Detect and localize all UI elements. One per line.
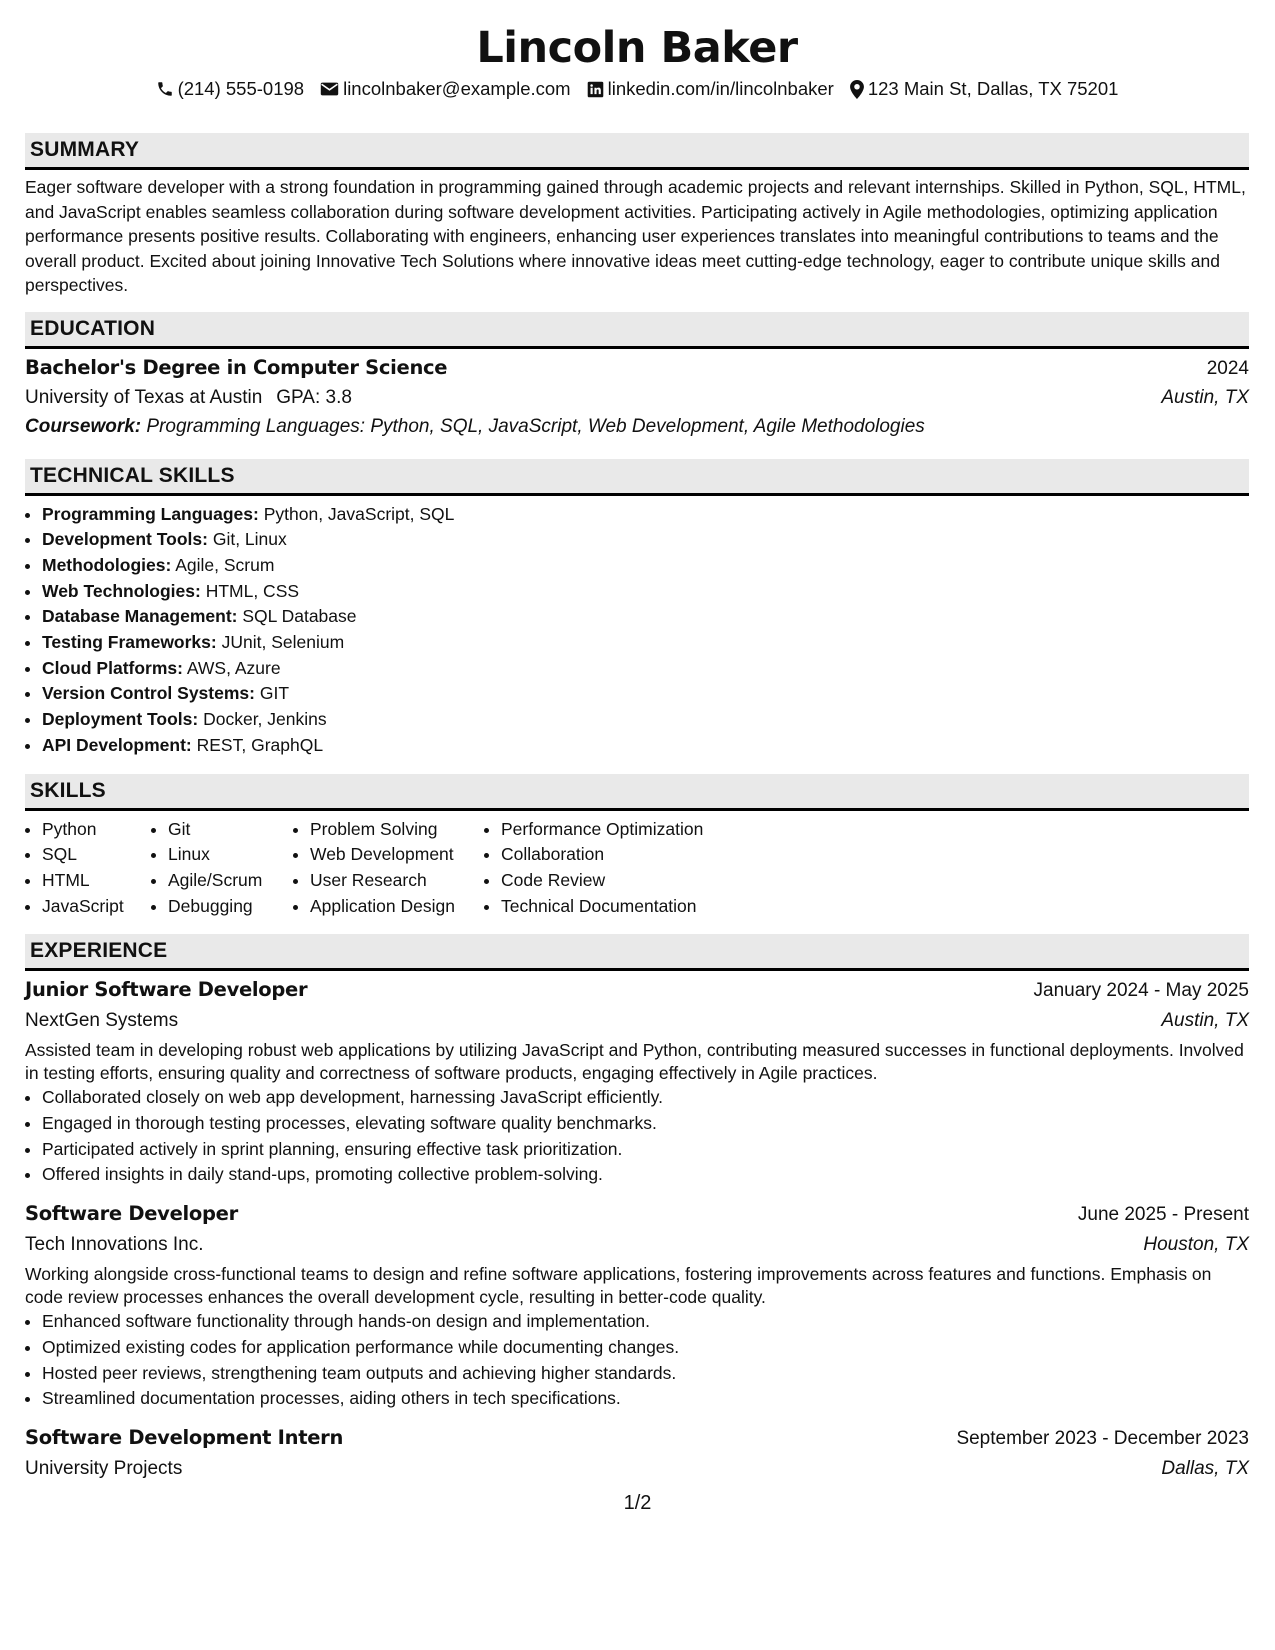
school-location: Austin, TX	[1161, 386, 1249, 408]
page-number: 1/2	[623, 1492, 652, 1514]
school-line	[25, 383, 352, 412]
phone-text: (214) 555-0198	[177, 78, 305, 99]
company-name: University Projects	[25, 1457, 183, 1479]
skills-column-1	[25, 817, 151, 920]
contact-address	[850, 76, 1119, 102]
job-dates: June 2025 - Present	[1077, 1204, 1249, 1226]
list-item: • Offered insights in daily stand-ups, promoting collective problem-solving.	[42, 1162, 1249, 1188]
contact-phone	[156, 76, 305, 102]
job-dates: September 2023 - December 2023	[956, 1427, 1249, 1449]
coursework-line	[25, 412, 1249, 441]
list-item: • SQL	[42, 842, 151, 868]
job-location: Austin, TX	[1161, 1010, 1249, 1032]
linkedin-icon	[587, 81, 604, 98]
school-name: University of Texas at Austin	[25, 386, 263, 408]
list-item: • Testing Frameworks: JUnit, Selenium	[42, 630, 1249, 656]
graduation-year: 2024	[1206, 357, 1249, 379]
experience-entry	[25, 1423, 1249, 1484]
job-description: Working alongside cross-functional teams to design and refine software applications, fostering improvements across features and functions. Emphasis on code review processes enhances the overall development cycle, resulting in better-code quality.	[25, 1264, 1212, 1308]
list-item: • Database Management: SQL Database	[42, 604, 1249, 630]
map-pin-icon	[850, 80, 864, 99]
candidate-name: Lincoln Baker	[476, 23, 798, 73]
list-item: • User Research	[310, 868, 484, 894]
list-item: • Code Review	[501, 868, 703, 894]
technical-skills-list	[25, 502, 1249, 759]
email-text: lincolnbaker@example.com	[343, 78, 571, 99]
job-title: Junior Software Developer	[25, 978, 308, 1002]
section-header-experience: EXPERIENCE	[25, 934, 1249, 971]
list-item: • Streamlined documentation processes, aiding others in tech specifications.	[42, 1386, 1249, 1412]
skills-column-3	[293, 817, 484, 920]
list-item: • Agile/Scrum	[168, 868, 293, 894]
job-description: Assisted team in developing robust web applications by utilizing JavaScript and Python, contributing measured successes in functional deployments. Involved in testing efforts, ensuring quality and correctness of software products, engaging effectively in Agile practices.	[25, 1040, 1244, 1084]
section-header-summary: SUMMARY	[25, 133, 1249, 170]
list-item: • Git	[168, 817, 293, 843]
list-item: • Hosted peer reviews, strengthening team outputs and achieving higher standards.	[42, 1361, 1249, 1387]
section-header-technical-skills: TECHNICAL SKILLS	[25, 459, 1249, 496]
skills-column-2	[151, 817, 293, 920]
contact-bar	[25, 76, 1249, 102]
list-item: • Participated actively in sprint planning, ensuring effective task prioritization.	[42, 1137, 1249, 1163]
address-text: 123 Main St, Dallas, TX 75201	[867, 78, 1119, 99]
list-item: • Collaboration	[501, 842, 703, 868]
list-item: • Cloud Platforms: AWS, Azure	[42, 656, 1249, 682]
list-item: • HTML	[42, 868, 151, 894]
list-item: • Web Development	[310, 842, 484, 868]
list-item: • Application Design	[310, 894, 484, 920]
skills-grid	[25, 817, 1249, 920]
list-item: • Engaged in thorough testing processes, elevating software quality benchmarks.	[42, 1111, 1249, 1137]
contact-linkedin[interactable]	[587, 76, 834, 102]
job-title: Software Development Intern	[25, 1425, 344, 1449]
list-item: • Linux	[168, 842, 293, 868]
resume-page	[25, 22, 1249, 1484]
linkedin-text: linkedin.com/in/lincolnbaker	[607, 78, 834, 99]
list-item: • Web Technologies: HTML, CSS	[42, 579, 1249, 605]
company-name: Tech Innovations Inc.	[25, 1234, 204, 1256]
list-item: • JavaScript	[42, 894, 151, 920]
job-bullets	[25, 1309, 1249, 1412]
list-item: • Methodologies: Agile, Scrum	[42, 553, 1249, 579]
company-name: NextGen Systems	[25, 1010, 179, 1032]
list-item: • Performance Optimization	[501, 817, 703, 843]
summary-text: Eager software developer with a strong foundation in programming gained through academic projects and relevant internships. Skilled in Python, SQL, HTML, and JavaScript enables seamless collaboration during software development activities. Participating actively in Agile methodologies, optimizing application performance presents positive results. Collaborating with engineers, enhancing user experiences translates into meaningful contributions to teams and the overall product. Excited about joining Innovative Tech Solutions where innovative ideas meet cutting-edge technology, eager to contribute unique skills and perspectives.	[25, 177, 1246, 295]
list-item: • Deployment Tools: Docker, Jenkins	[42, 707, 1249, 733]
list-item: • Python	[42, 817, 151, 843]
job-title: Software Developer	[25, 1202, 238, 1226]
job-bullets	[25, 1085, 1249, 1188]
contact-email[interactable]	[320, 76, 571, 102]
coursework-label: Coursework:	[25, 415, 142, 437]
gpa: GPA: 3.8	[276, 386, 352, 408]
list-item: • Enhanced software functionality through hands-on design and implementation.	[42, 1309, 1249, 1335]
list-item: • Version Control Systems: GIT	[42, 681, 1249, 707]
phone-icon	[156, 80, 174, 98]
list-item: • API Development: REST, GraphQL	[42, 733, 1249, 759]
list-item: • Collaborated closely on web app development, harnessing JavaScript efficiently.	[42, 1085, 1249, 1111]
experience-entry	[25, 975, 1249, 1188]
degree-title: Bachelor's Degree in Computer Science	[25, 355, 448, 379]
skills-column-4	[484, 817, 703, 920]
job-location: Houston, TX	[1143, 1234, 1249, 1256]
list-item: • Technical Documentation	[501, 894, 703, 920]
job-dates: January 2024 - May 2025	[1033, 980, 1249, 1002]
education-entry	[25, 354, 1249, 441]
coursework-text: Programming Languages: Python, SQL, JavaScript, Web Development, Agile Methodologies	[146, 415, 925, 437]
list-item: • Problem Solving	[310, 817, 484, 843]
job-location: Dallas, TX	[1161, 1457, 1249, 1479]
list-item: • Optimized existing codes for application performance while documenting changes.	[42, 1335, 1249, 1361]
experience-entry	[25, 1199, 1249, 1412]
list-item: • Development Tools: Git, Linux	[42, 527, 1249, 553]
section-header-skills: SKILLS	[25, 774, 1249, 811]
envelope-icon	[320, 81, 339, 97]
list-item: • Programming Languages: Python, JavaScript, SQL	[42, 502, 1249, 528]
section-header-education: EDUCATION	[25, 312, 1249, 349]
list-item: • Debugging	[168, 894, 293, 920]
